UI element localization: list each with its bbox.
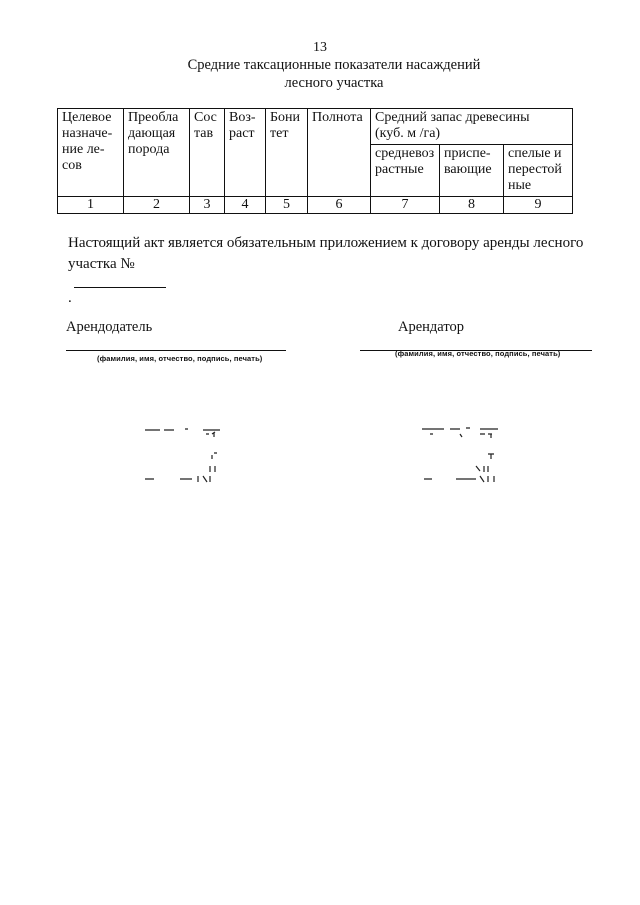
act-line-2: участка № . [68, 254, 588, 309]
header-density: Полнота [308, 109, 371, 197]
column-number-cell: 1 [58, 197, 124, 214]
title-line-1: Средние таксационные показатели насаждений [187, 57, 481, 73]
header-average-stock: Средний запас древесины (куб. м /га) [371, 109, 573, 145]
lessor-label: Арендодатель [66, 319, 153, 335]
title-line-2: лесного участка [284, 75, 384, 91]
table-row [58, 197, 573, 214]
lessor-signature-line [66, 350, 286, 351]
table-header-row [58, 109, 573, 145]
act-statement [68, 233, 588, 309]
column-number-cell: 3 [190, 197, 225, 214]
header-bonitet: Бони тет [266, 109, 308, 197]
column-number-cell: 5 [266, 197, 308, 214]
column-number-cell: 8 [440, 197, 504, 214]
scan-artifact-right [420, 425, 510, 485]
subheader-middle-aged: средневоз растные [371, 145, 440, 197]
lessee-signature-caption: (фамилия, имя, отчество, подпись, печать) [395, 349, 561, 358]
contract-number-blank [74, 275, 166, 288]
taxation-table [57, 108, 573, 214]
column-number-cell: 4 [225, 197, 266, 214]
subheader-maturing: приспе- вающие [440, 145, 504, 197]
scan-artifact-left [140, 425, 230, 485]
column-number-cell: 6 [308, 197, 371, 214]
header-composition: Сос тав [190, 109, 225, 197]
lessor-signature-caption: (фамилия, имя, отчество, подпись, печать) [97, 354, 263, 363]
header-purpose: Целевое назначе- ние ле- сов [58, 109, 124, 197]
act-line-1: Настоящий акт является обязательным приложением к договору аренды лесного [68, 235, 584, 251]
lessee-label: Арендатор [398, 319, 465, 335]
column-number-cell: 7 [371, 197, 440, 214]
column-number-cell: 2 [124, 197, 190, 214]
header-species: Преобла дающая порода [124, 109, 190, 197]
document-title [0, 56, 640, 92]
column-number-cell: 9 [504, 197, 573, 214]
subheader-mature: спелые и перестой ные [504, 145, 573, 197]
page-number: 13 [313, 40, 327, 55]
header-age: Воз- раст [225, 109, 266, 197]
